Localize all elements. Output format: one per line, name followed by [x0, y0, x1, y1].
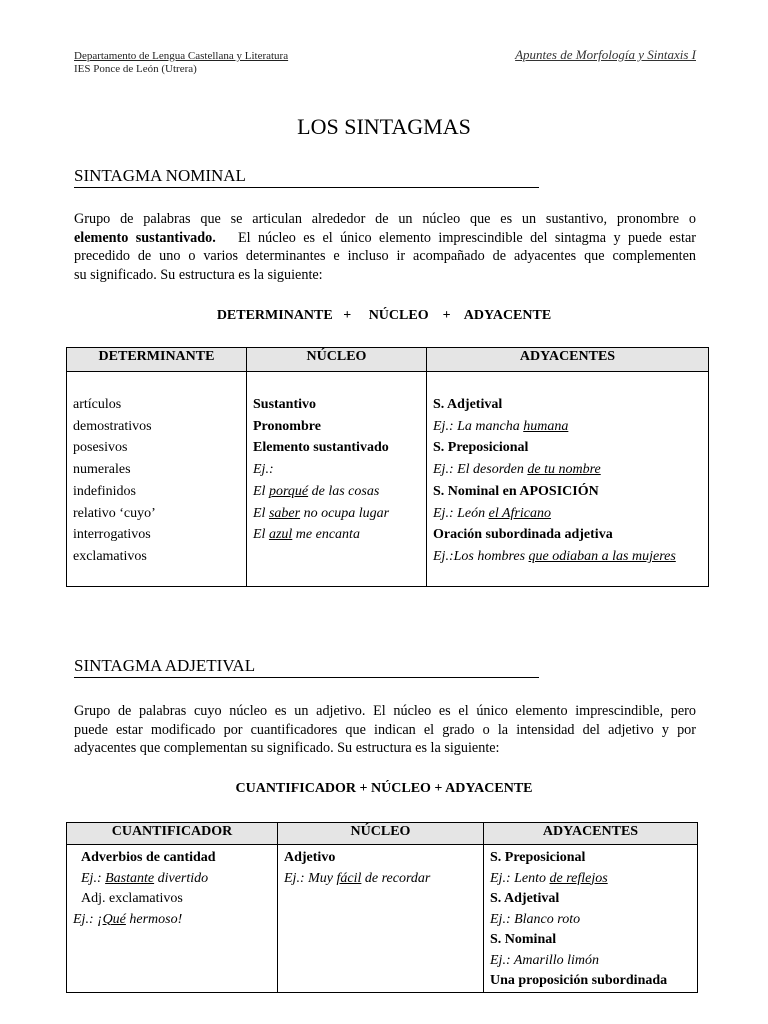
example: Ej.: León el Africano	[433, 505, 551, 521]
adyacente-type: S. Preposicional	[490, 850, 586, 865]
example: Ej.: Blanco roto	[490, 911, 581, 927]
page-header-left	[74, 50, 288, 76]
adyacentes-cell	[427, 372, 709, 587]
column-header: NÚCLEO	[247, 348, 427, 372]
column-header: NÚCLEO	[278, 823, 484, 845]
column-header: DETERMINANTE	[67, 348, 247, 372]
list-item: artículos	[73, 397, 122, 412]
example: Ej.: Bastante divertido	[81, 870, 209, 886]
example: Ej.: ¡Qué hermoso!	[73, 911, 183, 927]
list-item: relativo ‘cuyo’	[73, 505, 156, 521]
adyacente-type: S. Adjetival	[490, 891, 560, 906]
example: Ej.: El desorden de tu nombre	[433, 462, 601, 478]
adyacente-type: S. Adjetival	[433, 397, 503, 412]
nucleo-type: Pronombre	[253, 418, 321, 434]
list-item: numerales	[73, 462, 131, 478]
paragraph-line: su significado. Su estructura es la siguiente:	[74, 266, 323, 283]
paragraph-line: Grupo de palabras que se articulan alrededor de un núcleo que es un sustantivo, pronombre o	[74, 211, 696, 227]
column-header: CUANTIFICADOR	[67, 823, 278, 845]
cuantificador-type: Adj. exclamativos	[81, 891, 183, 906]
paragraph-line: adyacentes que complementan su significado. Su estructura es la siguiente:	[74, 740, 500, 756]
column-header: ADYACENTES	[427, 348, 709, 372]
example: El azul me encanta	[253, 527, 360, 543]
paragraph-line: Grupo de palabras cuyo núcleo es un adjetivo. El núcleo es el único elemento imprescindible, pero	[74, 703, 696, 719]
list-item: posesivos	[73, 440, 128, 456]
nucleo-type: Elemento sustantivado	[253, 440, 389, 456]
example: Ej.:Los hombres que odiaban a las mujeres	[433, 548, 676, 564]
example-label: Ej.:	[253, 462, 274, 478]
example: Ej.: La mancha humana	[433, 418, 569, 434]
example: Ej.: Muy fácil de recordar	[284, 870, 431, 886]
column-header: ADYACENTES	[484, 823, 698, 845]
nominal-structure-formula: DETERMINANTE + NÚCLEO + ADYACENTE	[216, 308, 552, 323]
paragraph-line: puede estar modificado por cuantificadores que indican el grado o la intensidad del adjetivo y por	[74, 721, 696, 738]
example: Ej.: Lento de reflejos	[490, 870, 608, 886]
page-title: LOS SINTAGMAS	[297, 114, 471, 139]
list-item: interrogativos	[73, 527, 151, 543]
nucleo-type: Adjetivo	[284, 850, 336, 865]
adjetival-paragraph	[74, 702, 696, 758]
paragraph-line	[74, 229, 696, 248]
list-item: exclamativos	[73, 548, 147, 564]
section-heading-nominal: SINTAGMA NOMINAL	[74, 166, 539, 188]
department-name: Departamento de Lengua Castellana y Literatura	[74, 50, 289, 62]
section-heading-adjetival: SINTAGMA ADJETIVAL	[74, 656, 539, 678]
list-item: demostrativos	[73, 418, 152, 434]
cuantificador-type: Adverbios de cantidad	[81, 850, 216, 865]
example: El porqué de las cosas	[253, 483, 380, 499]
paragraph-line: precedido de uno o varios determinantes e incluso ir acompañado de adyacentes que complementen	[74, 248, 696, 264]
school-name: IES Ponce de León (Utrera)	[74, 63, 197, 75]
list-item: indefinidos	[73, 483, 136, 499]
nominal-paragraph	[74, 210, 696, 284]
adyacente-type: S. Nominal en APOSICIÓN	[433, 483, 599, 499]
cuantificador-cell	[67, 845, 278, 993]
paragraph-line: El núcleo es el único elemento imprescindible del sintagma y puede estar	[238, 229, 697, 246]
determinante-cell	[67, 372, 247, 587]
adjetival-structure-table	[66, 822, 698, 993]
nucleo-cell	[247, 372, 427, 587]
adjetival-structure-formula: CUANTIFICADOR + NÚCLEO + ADYACENTE	[235, 781, 533, 796]
adyacentes-cell	[484, 845, 698, 993]
example: Ej.: Amarillo limón	[490, 952, 600, 968]
nucleo-cell	[278, 845, 484, 993]
nominal-structure-table	[66, 347, 709, 587]
adyacente-type: S. Preposicional	[433, 440, 529, 456]
subject-title: Apuntes de Morfología y Sintaxis I	[515, 47, 696, 62]
nucleo-type: Sustantivo	[253, 397, 317, 412]
adyacente-type: Una proposición subordinada	[490, 973, 668, 988]
paragraph-line-bold: elemento sustantivado.	[74, 229, 216, 246]
adyacente-type: S. Nominal	[490, 932, 557, 947]
adyacente-type: Oración subordinada adjetiva	[433, 527, 613, 543]
example: El saber no ocupa lugar	[253, 505, 390, 521]
